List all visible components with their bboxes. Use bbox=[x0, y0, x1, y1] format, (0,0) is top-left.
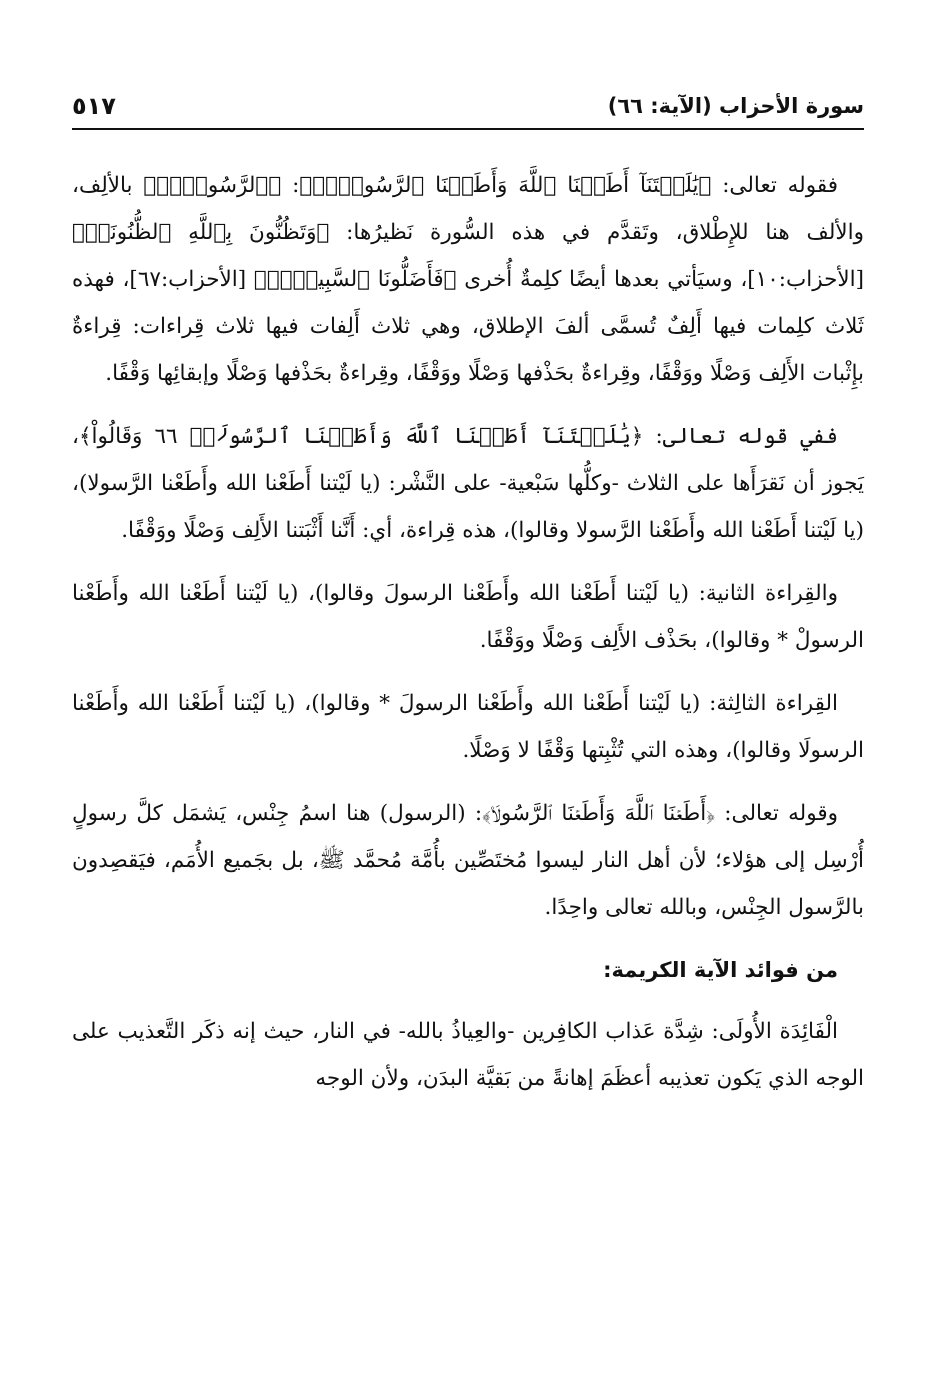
paragraph-1: فقوله تعالى: ﴿يَٰلَيۡتَنَآ أَطَعۡنَا ٱللَّهَ وَأَطَعۡنَا ٱلرَّسُولَا۠﴾: ﴿ٱلرَّسُولَا۠﴾ بالألِف، والألف هنا للإِطْلاق، وتَقدَّم في هذه السُّورة نَظيرُها: ﴿وَتَظُنُّونَ بِٱللَّهِ ٱلظُّنُونَا۠﴾ [الأحزاب:١٠]، وسيَأتي بعدها أيضًا كلِمةٌ أُخرى ﴿فَأَضَلُّونَا ٱلسَّبِيلَا۠﴾ [الأحزاب:٦٧]، فهذه ثَلاث كلِمات فيها أَلِفٌ تُسمَّى ألفَ الإطلاق، وهي ثلاث أَلِفات فيها ثلاث قِراءات: قِراءةٌ بإِثْبات الأَلِف وَصْلًا ووَقْفًا، وقِراءةٌ بحَذْفها وَصْلًا ووَقْفًا، وقِراءةٌ بحَذْفها وَصْلًا وإبقائِها وَقْفًا. bbox=[72, 173, 865, 386]
running-title: سورة الأحزاب (الآية: ٦٦) bbox=[607, 94, 864, 118]
page-number: ٥١٧ bbox=[72, 92, 116, 120]
benefit-paragraph: الْفَائِدَة الأُولَى: شِدَّة عَذاب الكافِرين -والعِياذُ بالله- في النار، حيث إنه ذكَر التَّعذيب على الوجه الذي يَكون تعذيبه أعظَمَ إهانةً من بَقيَّة البدَن، ولأن الوجه bbox=[72, 1019, 864, 1091]
paragraph-4: القِراءة الثالِثة: (يا لَيْتنا أَطَعْنا الله وأَطَعْنا الرسولَ * وقالوا)، (يا لَيْتنا أَطَعْنا الله وأَطَعْنا الرسولَا وقالوا)، وهذه التي تُثْبِتها وَقْفًا لا وَصْلًا. bbox=[72, 691, 864, 763]
page-body bbox=[72, 162, 864, 1118]
page-header bbox=[72, 88, 864, 130]
section-heading: من فوائد الآية الكريمة: bbox=[603, 958, 838, 982]
paragraph-3: والقِراءة الثانية: (يا لَيْتنا أَطَعْنا الله وأَطَعْنا الرسولَ وقالوا)، (يا لَيْتنا أَطَعْنا الله وأَطَعْنا الرسولْ * وقالوا)، بحَذْف الأَلِف وَصْلًا ووَقْفًا. bbox=[72, 581, 864, 653]
paragraph-2: ففي قوله تعالى: ﴿يَٰلَيۡتَنَآ أَطَعۡنَا ٱللَّهَ وَأَطَعۡنَا ٱلرَّسُولَا۠ ٦٦ وَقَالُواْ﴾، يَجوز أن نَقرَأَها على الثلاث -وكلُّها سَبْعية- على النَّشْر: (يا لَيْتنا أَطَعْنا الله وأَطَعْنا الرَّسولا)، (يا لَيْتنا أَطَعْنا الله وأَطَعْنا الرَّسولا وقالوا)، هذه قِراءة، أي: أَنَّنا أَثْبَتنا الأَلِف وَصْلًا ووَقْفًا. bbox=[72, 424, 864, 543]
paragraph-5: وقوله تعالى: ﴿أَطَعۡنَا ٱللَّهَ وَأَطَعۡنَا ٱلرَّسُولَا۠﴾: (الرسول) هنا اسمُ جِنْس، يَشمَل كلَّ رسولٍ أُرْسِل إلى هؤلاء؛ لأن أهل النار ليسوا مُختَصِّين بأُمَّة مُحمَّد ﷺ، بل بجَميع الأُمَم، فيَقصِدون بالرَّسول الجِنْس، وبالله تعالى واحِدًا. bbox=[72, 801, 864, 920]
